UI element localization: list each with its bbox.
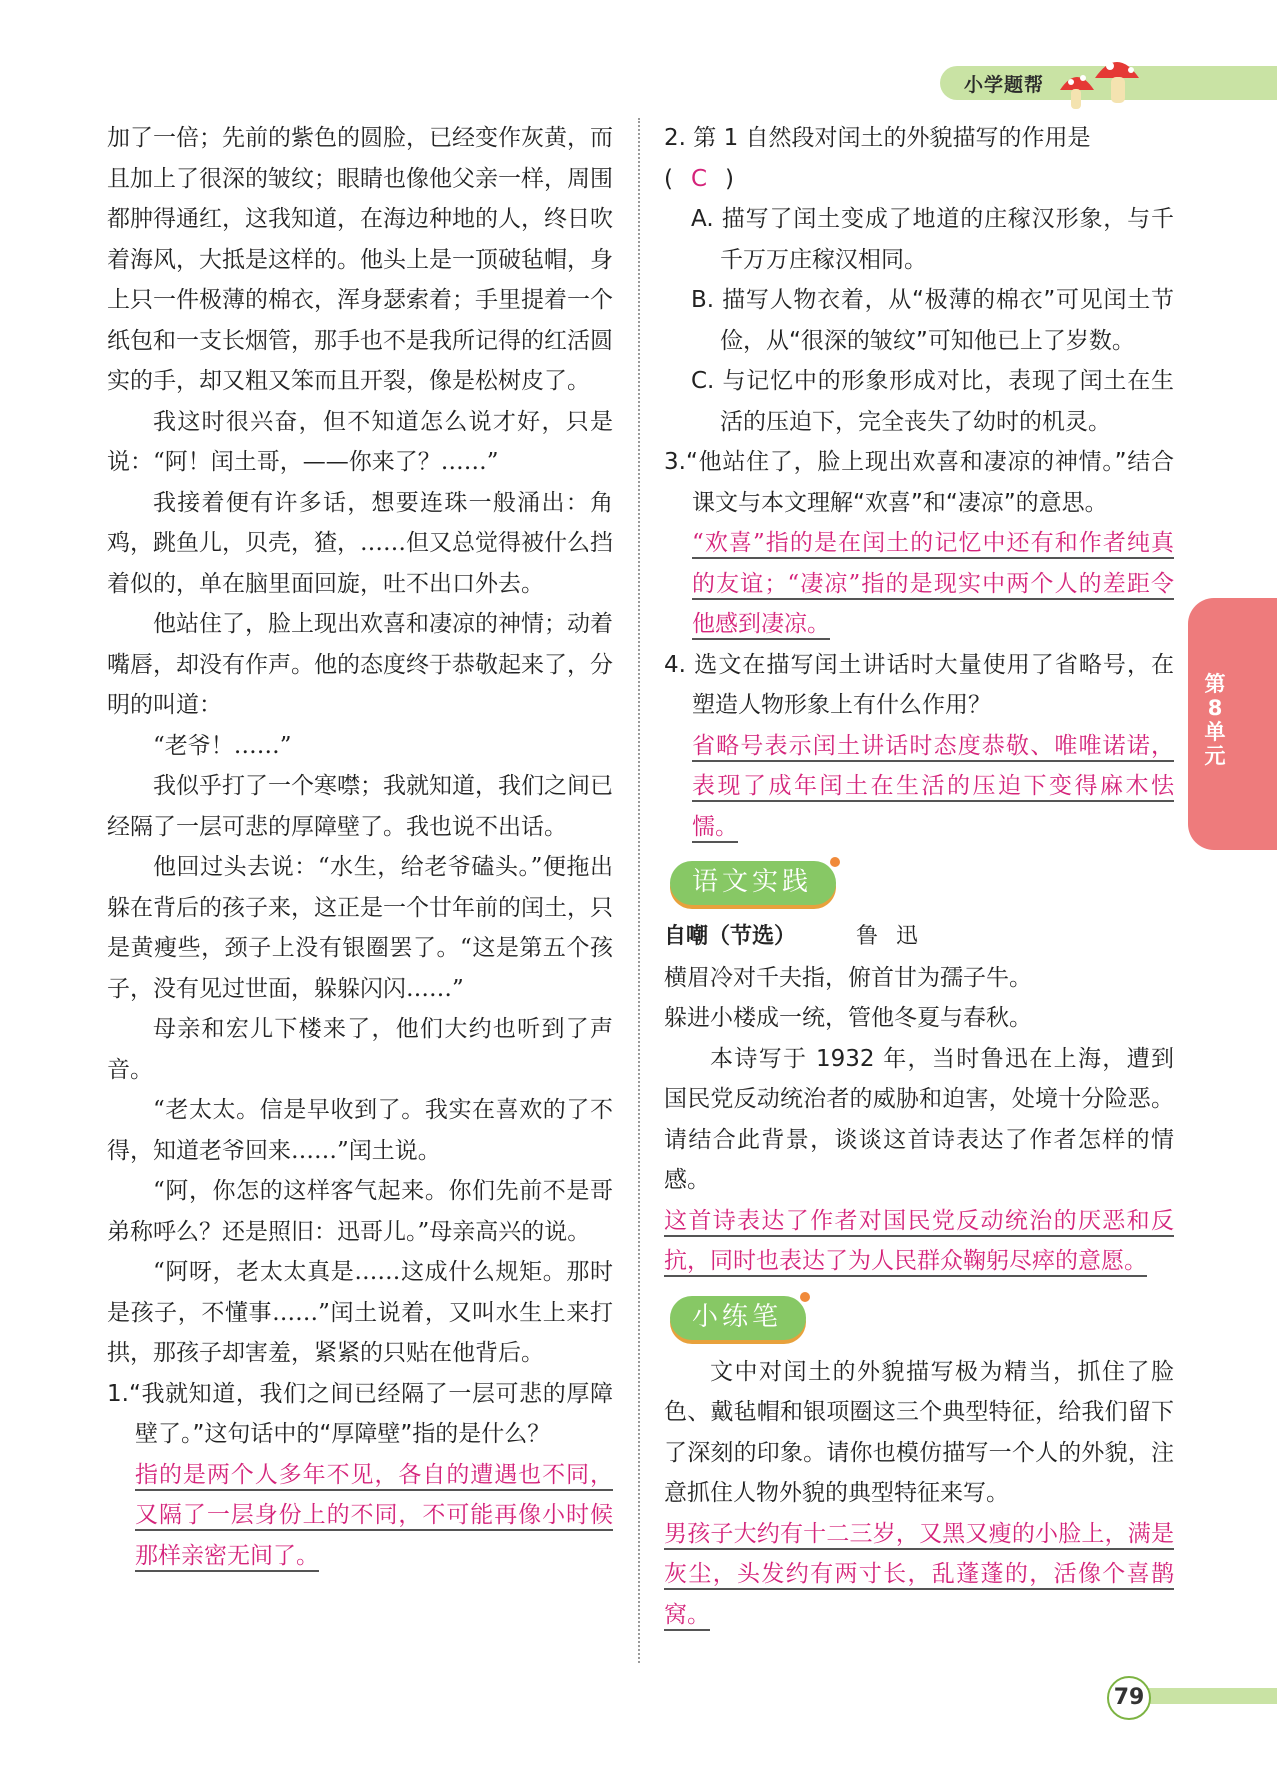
section-label-practice: 语文实践 <box>670 861 836 905</box>
passage-paragraph-4: 他站住了，脸上现出欢喜和凄凉的神情；动着嘴唇，却没有作声。他的态度终于恭敬起来了，分明的叫道： <box>107 611 613 718</box>
question-2 <box>664 118 1174 442</box>
option-c: C. 与记忆中的形象形成对比，表现了闰土在生活的压迫下，完全丧失了幼时的机灵。 <box>691 368 1174 435</box>
right-column <box>664 118 1174 1635</box>
poem-line-1: 横眉冷对千夫指，俯首甘为孺子牛。 <box>664 964 1032 991</box>
practice-prompt: 本诗写于 1932 年，当时鲁迅在上海，遭到国民党反动统治者的威胁和迫害，处境十分险恶。请结合此背景，谈谈这首诗表达了作者怎样的情感。 <box>664 1045 1174 1193</box>
passage-paragraph-6: 我似乎打了一个寒噤；我就知道，我们之间已经隔了一层可悲的厚障壁了。我也说不出话。 <box>107 773 613 840</box>
passage-paragraph-7: 他回过头去说：“水生，给老爷磕头。”便拖出躲在背后的孩子来，这正是一个廿年前的闰土，只是黄瘦些，颈子上没有银圈罢了。“这是第五个孩子，没有见过世面，躲躲闪闪……” <box>107 854 613 1002</box>
poem-line-2: 躲进小楼成一统，管他冬夏与春秋。 <box>664 1005 1032 1031</box>
question-2-choice <box>664 159 1174 200</box>
question-1 <box>107 1374 613 1577</box>
left-column <box>107 118 613 1576</box>
question-4-text: 4. 选文在描写闰土讲话时大量使用了省略号，在塑造人物形象上有什么作用？ <box>664 651 1174 718</box>
question-1-answer: 指的是两个人多年不见，各自的遭遇也不同，又隔了一层身份上的不同，不可能再像小时候那样亲密无间了。 <box>135 1461 613 1569</box>
question-3 <box>664 442 1174 645</box>
brand-title: 小学题帮 <box>964 74 1045 96</box>
poem-title: 自嘲（节选） 鲁迅 <box>664 924 937 949</box>
question-4 <box>664 645 1174 848</box>
passage-paragraph-10: “阿，你怎的这样客气起来。你们先前不是哥弟称呼么？还是照旧：迅哥儿。”母亲高兴的说。 <box>107 1178 613 1245</box>
option-b: B. 描写人物衣着，从“极薄的棉衣”可见闰土节俭，从“很深的皱纹”可知他已上了岁数。 <box>691 287 1174 354</box>
question-2-text: 2. 第 1 自然段对闰土的外貌描写的作用是 <box>664 125 1091 151</box>
writing-answer: 男孩子大约有十二三岁，又黑又瘦的小脸上，满是灰尘，头发约有两寸长，乱蓬蓬的，活像个喜鹊窝。 <box>664 1520 1174 1628</box>
bracket-open: ( <box>664 165 673 192</box>
option-a: A. 描写了闰土变成了地道的庄稼汉形象，与千千万万庄稼汉相同。 <box>691 206 1174 273</box>
column-divider <box>638 118 640 1663</box>
passage-paragraph-5: “老爷！……” <box>153 732 292 759</box>
bracket-close: ) <box>725 165 735 192</box>
question-4-answer: 省略号表示闰土讲话时态度恭敬、唯唯诺诺，表现了成年闰土在生活的压迫下变得麻木怯懦。 <box>692 732 1174 840</box>
practice-answer: 这首诗表达了作者对国民党反动统治的厌恶和反抗，同时也表达了为人民群众鞠躬尽瘁的意愿。 <box>664 1207 1174 1274</box>
mushroom-icon <box>1055 40 1150 115</box>
passage-paragraph-3: 我接着便有许多话，想要连珠一般涌出：角鸡，跳鱼儿，贝壳，猹，……但又总觉得被什么挡着似的，单在脑里面回旋，吐不出口外去。 <box>107 489 613 597</box>
poem-author: 鲁迅 <box>856 924 937 949</box>
writing-prompt: 文中对闰土的外貌描写极为精当，抓住了脸色、戴毡帽和银项圈这三个典型特征，给我们留下了深刻的印象。请你也模仿描写一个人的外貌，注意抓住人物外貌的典型特征来写。 <box>664 1358 1174 1506</box>
unit-tab-label: 第8单元 <box>1204 672 1226 768</box>
question-3-text: 3.“他站住了，脸上现出欢喜和凄凉的神情。”结合课文与本文理解“欢喜”和“凄凉”的意思。 <box>664 449 1174 516</box>
passage-paragraph-1: 加了一倍；先前的紫色的圆脸，已经变作灰黄，而且加上了很深的皱纹；眼睛也像他父亲一样，周围都肿得通红，这我知道，在海边种地的人，终日吹着海风，大抵是这样的。他头上是一顶破毡帽，身上只一件极薄的棉衣，浑身瑟索着；手里提着一个纸包和一支长烟管，那手也不是我所记得的红活圆实的手，却又粗又笨而且开裂，像是松树皮了。 <box>107 125 613 394</box>
passage-paragraph-11: “阿呀，老太太真是……这成什么规矩。那时是孩子，不懂事……”闰土说着，又叫水生上来打拱，那孩子却害羞，紧紧的只贴在他背后。 <box>107 1259 613 1366</box>
section-label-writing: 小练笔 <box>670 1296 806 1340</box>
passage-paragraph-2: 我这时很兴奋，但不知道怎么说才好，只是说：“阿！闰土哥，——你来了？……” <box>107 408 613 475</box>
page-number: 79 <box>1107 1676 1151 1720</box>
passage-paragraph-8: 母亲和宏儿下楼来了，他们大约也听到了声音。 <box>107 1016 613 1083</box>
passage-paragraph-9: “老太太。信是早收到了。我实在喜欢的了不得，知道老爷回来……”闰土说。 <box>107 1097 613 1164</box>
question-3-answer: “欢喜”指的是在闰土的记忆中还有和作者纯真的友谊；“凄凉”指的是现实中两个人的差距令他感到凄凉。 <box>692 530 1174 637</box>
question-2-answer: C <box>690 165 708 192</box>
question-1-text: 1.“我就知道，我们之间已经隔了一层可悲的厚障壁了。”这句话中的“厚障壁”指的是什么？ <box>107 1380 613 1447</box>
